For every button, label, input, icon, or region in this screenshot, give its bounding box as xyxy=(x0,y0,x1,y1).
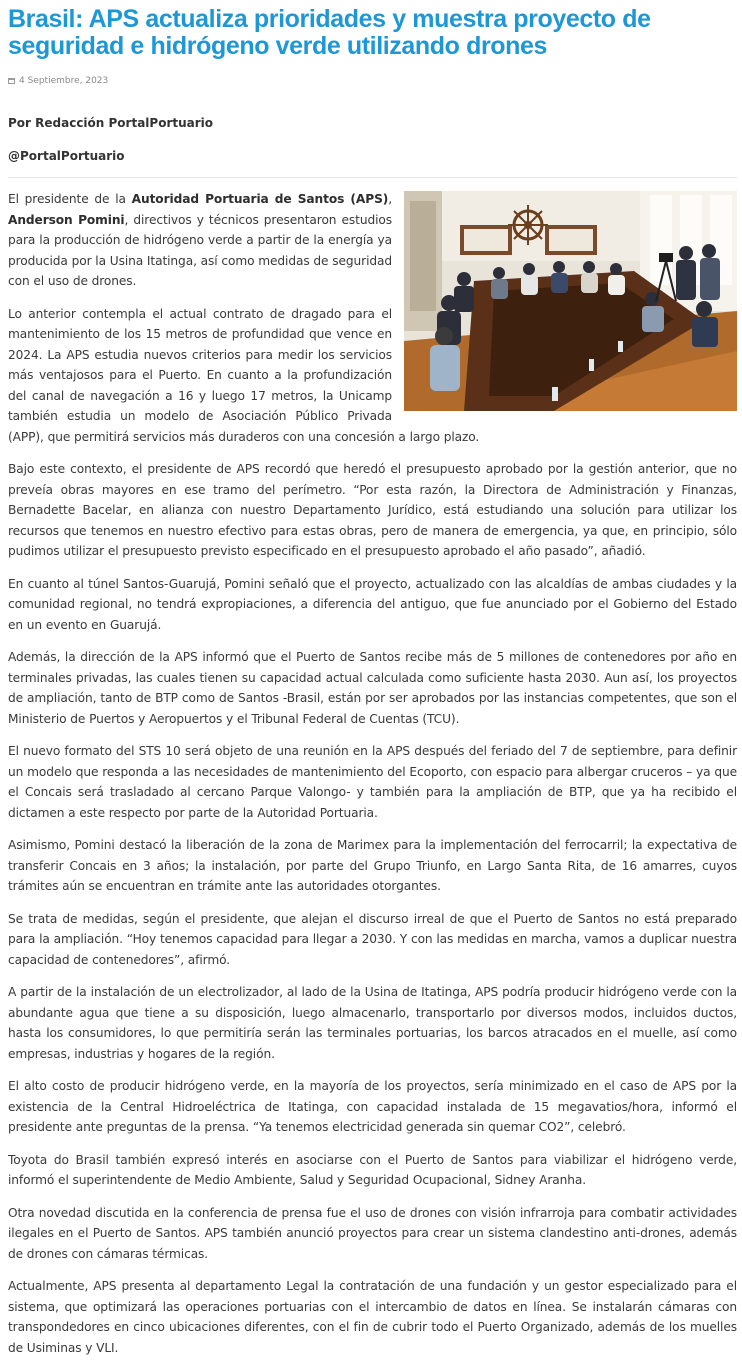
article-date-text: 4 Septiembre, 2023 xyxy=(19,76,109,86)
article-body xyxy=(8,189,737,1370)
paragraph-2: Lo anterior contempla el actual contrato de dragado para el mantenimiento de los 15 metros de profundidad que vence en 2024. La APS estudia nuevos criterios para medir los servicios más ventajosos para el Puerto. En cuanto a la profundización del canal de navegación a 16 y luego 17 metros, la Unicamp también estudia un modelo de Asociación Público Privada (APP), que permitirá servicios más duraderos con una concesión a largo plazo. xyxy=(8,306,480,444)
paragraph-3: Bajo este contexto, el presidente de APS recordó que heredó el presupuesto aprobado por la gestión anterior, que no preveía obras mayores en ese tramo del perímetro. “Por esta razón, la Directora de Administración y Finanzas, Bernadette Bacelar, en alianza con nuestro Departamento Jurídico, está estudiando una solución para utilizar los recursos que tenemos en nuestro efectivo para estas obras, pero de manera de emergencia, ya que, en principio, sólo pudimos utilizar el presupuesto previsto especificado en el presupuesto aprobado el año pasado”, añadió. xyxy=(8,462,737,558)
calendar-icon xyxy=(8,78,15,84)
paragraph-9: A partir de la instalación de un electrolizador, al lado de la Usina de Itatinga, APS podría producir hidrógeno verde con la abundante agua que tiene a su disposición, luego almacenarlo, transportarlo por diversos modos, incluidos ductos, hasta los consumidores, lo que permitiría serán las terminales portuarias, los barcos atracados en el muelle, así como empresas, industrias y hogares de la región. xyxy=(8,985,737,1061)
meeting-room-photo[interactable] xyxy=(404,191,737,411)
paragraph-6: El nuevo formato del STS 10 será objeto de una reunión en la APS después del feriado del 7 de septiembre, para definir un modelo que responda a las necesidades de mantenimiento del Ecoporto, con espacio para albergar cruceros – ya que el Concais será trasladado al cercano Parque Valongo- y también para la ampliación de BTP, que ya ha recibido el dictamen a este respecto por parte de la Autoridad Portuaria. xyxy=(8,744,737,820)
organization-name: Autoridad Portuaria de Santos (APS) xyxy=(131,192,389,206)
article-title: Brasil: APS actualiza prioridades y muestra proyecto de seguridad e hidrógeno verde utilizando drones xyxy=(8,5,651,60)
paragraph-10: El alto costo de producir hidrógeno verde, en la mayoría de los proyectos, sería minimizado en el caso de APS por la existencia de la Central Hidroeléctrica de Itatinga, con capacidad instalada de 15 megavatios/hora, informó el presidente ante preguntas de la prensa. “Ya tenemos electricidad generada sin quemar CO2”, celebró. xyxy=(8,1079,737,1134)
divider xyxy=(8,177,737,178)
paragraph-11: Toyota do Brasil también expresó interés en asociarse con el Puerto de Santos para viabilizar el hidrógeno verde, informó el superintendente de Medio Ambiente, Salud y Seguridad Ocupacional, Sidney Aranha. xyxy=(8,1152,737,1187)
paragraph-4: En cuanto al túnel Santos-Guarujá, Pomini señaló que el proyecto, actualizado con las alcaldías de ambas ciudades y la comunidad regional, no tendrá expropiaciones, a diferencia del antiguo, que fue anunciado por el Gobierno del Estado en un evento en Guarujá. xyxy=(8,576,737,632)
paragraph-13: Actualmente, APS presenta al departamento Legal la contratación de una fundación y un gestor especializado para el sistema, que optimizará las operaciones portuarias con el intercambio de datos en línea. Se instalarán cámaras con transpondedores en cinco ubicaciones diferentes, con el fin de cubrir todo el Puerto Organizado, además de los muelles de Usiminas y VLI. xyxy=(8,1279,737,1355)
photo-illustration xyxy=(404,191,737,411)
paragraph-7: Asimismo, Pomini destacó la liberación de la zona de Marimex para la implementación del ferrocarril; la expectativa de transferir Concais en 3 años; la instalación, por parte del Grupo Triunfo, en Largo Santa Rita, de 16 amarres, cuyos trámites aún se encuentran en trámite ante las autoridades otorgantes. xyxy=(8,838,737,893)
article xyxy=(8,6,737,88)
person-name: Anderson Pomini xyxy=(8,212,125,227)
paragraph-5: Además, la dirección de la APS informó que el Puerto de Santos recibe más de 5 millones de contenedores por año en terminales privadas, las cuales tienen su capacidad actual calculada como suficiente hasta 2030. Aun así, los proyectos de ampliación, tanto de BTP como de Santos -Brasil, están por ser aprobados por las instancias competentes, que son el Ministerio de Puertos y Aeropuertos y el Tribunal Federal de Cuentas (TCU). xyxy=(8,650,737,726)
paragraph-1: El presidente de la Autoridad Portuaria de Santos (APS), Anderson Pomini, directivos y técnicos presentaron estudios para la producción de hidrógeno verde a partir de la energía ya producida por la Usina Itatinga, así como medidas de seguridad con el uso de drones. xyxy=(8,192,392,288)
author-byline: Por Redacción PortalPortuario xyxy=(8,116,214,130)
article-date xyxy=(8,74,737,88)
paragraph-8: Se trata de medidas, según el presidente, que alejan el discurso irreal de que el Puerto de Santos no está preparado para la ampliación. “Hoy tenemos capacidad para llegar a 2030. Y con las medidas en marcha, vamos a duplicar nuestra capacidad de contenedores”, afirmó. xyxy=(8,911,737,967)
author-handle[interactable]: @PortalPortuario xyxy=(8,149,125,163)
paragraph-12: Otra novedad discutida en la conferencia de prensa fue el uso de drones con visión infrarroja para combatir actividades ilegales en el Puerto de Santos. APS también anunció proyectos para crear un sistema clandestino anti-drones, además de drones con cámaras térmicas. xyxy=(8,1205,737,1261)
